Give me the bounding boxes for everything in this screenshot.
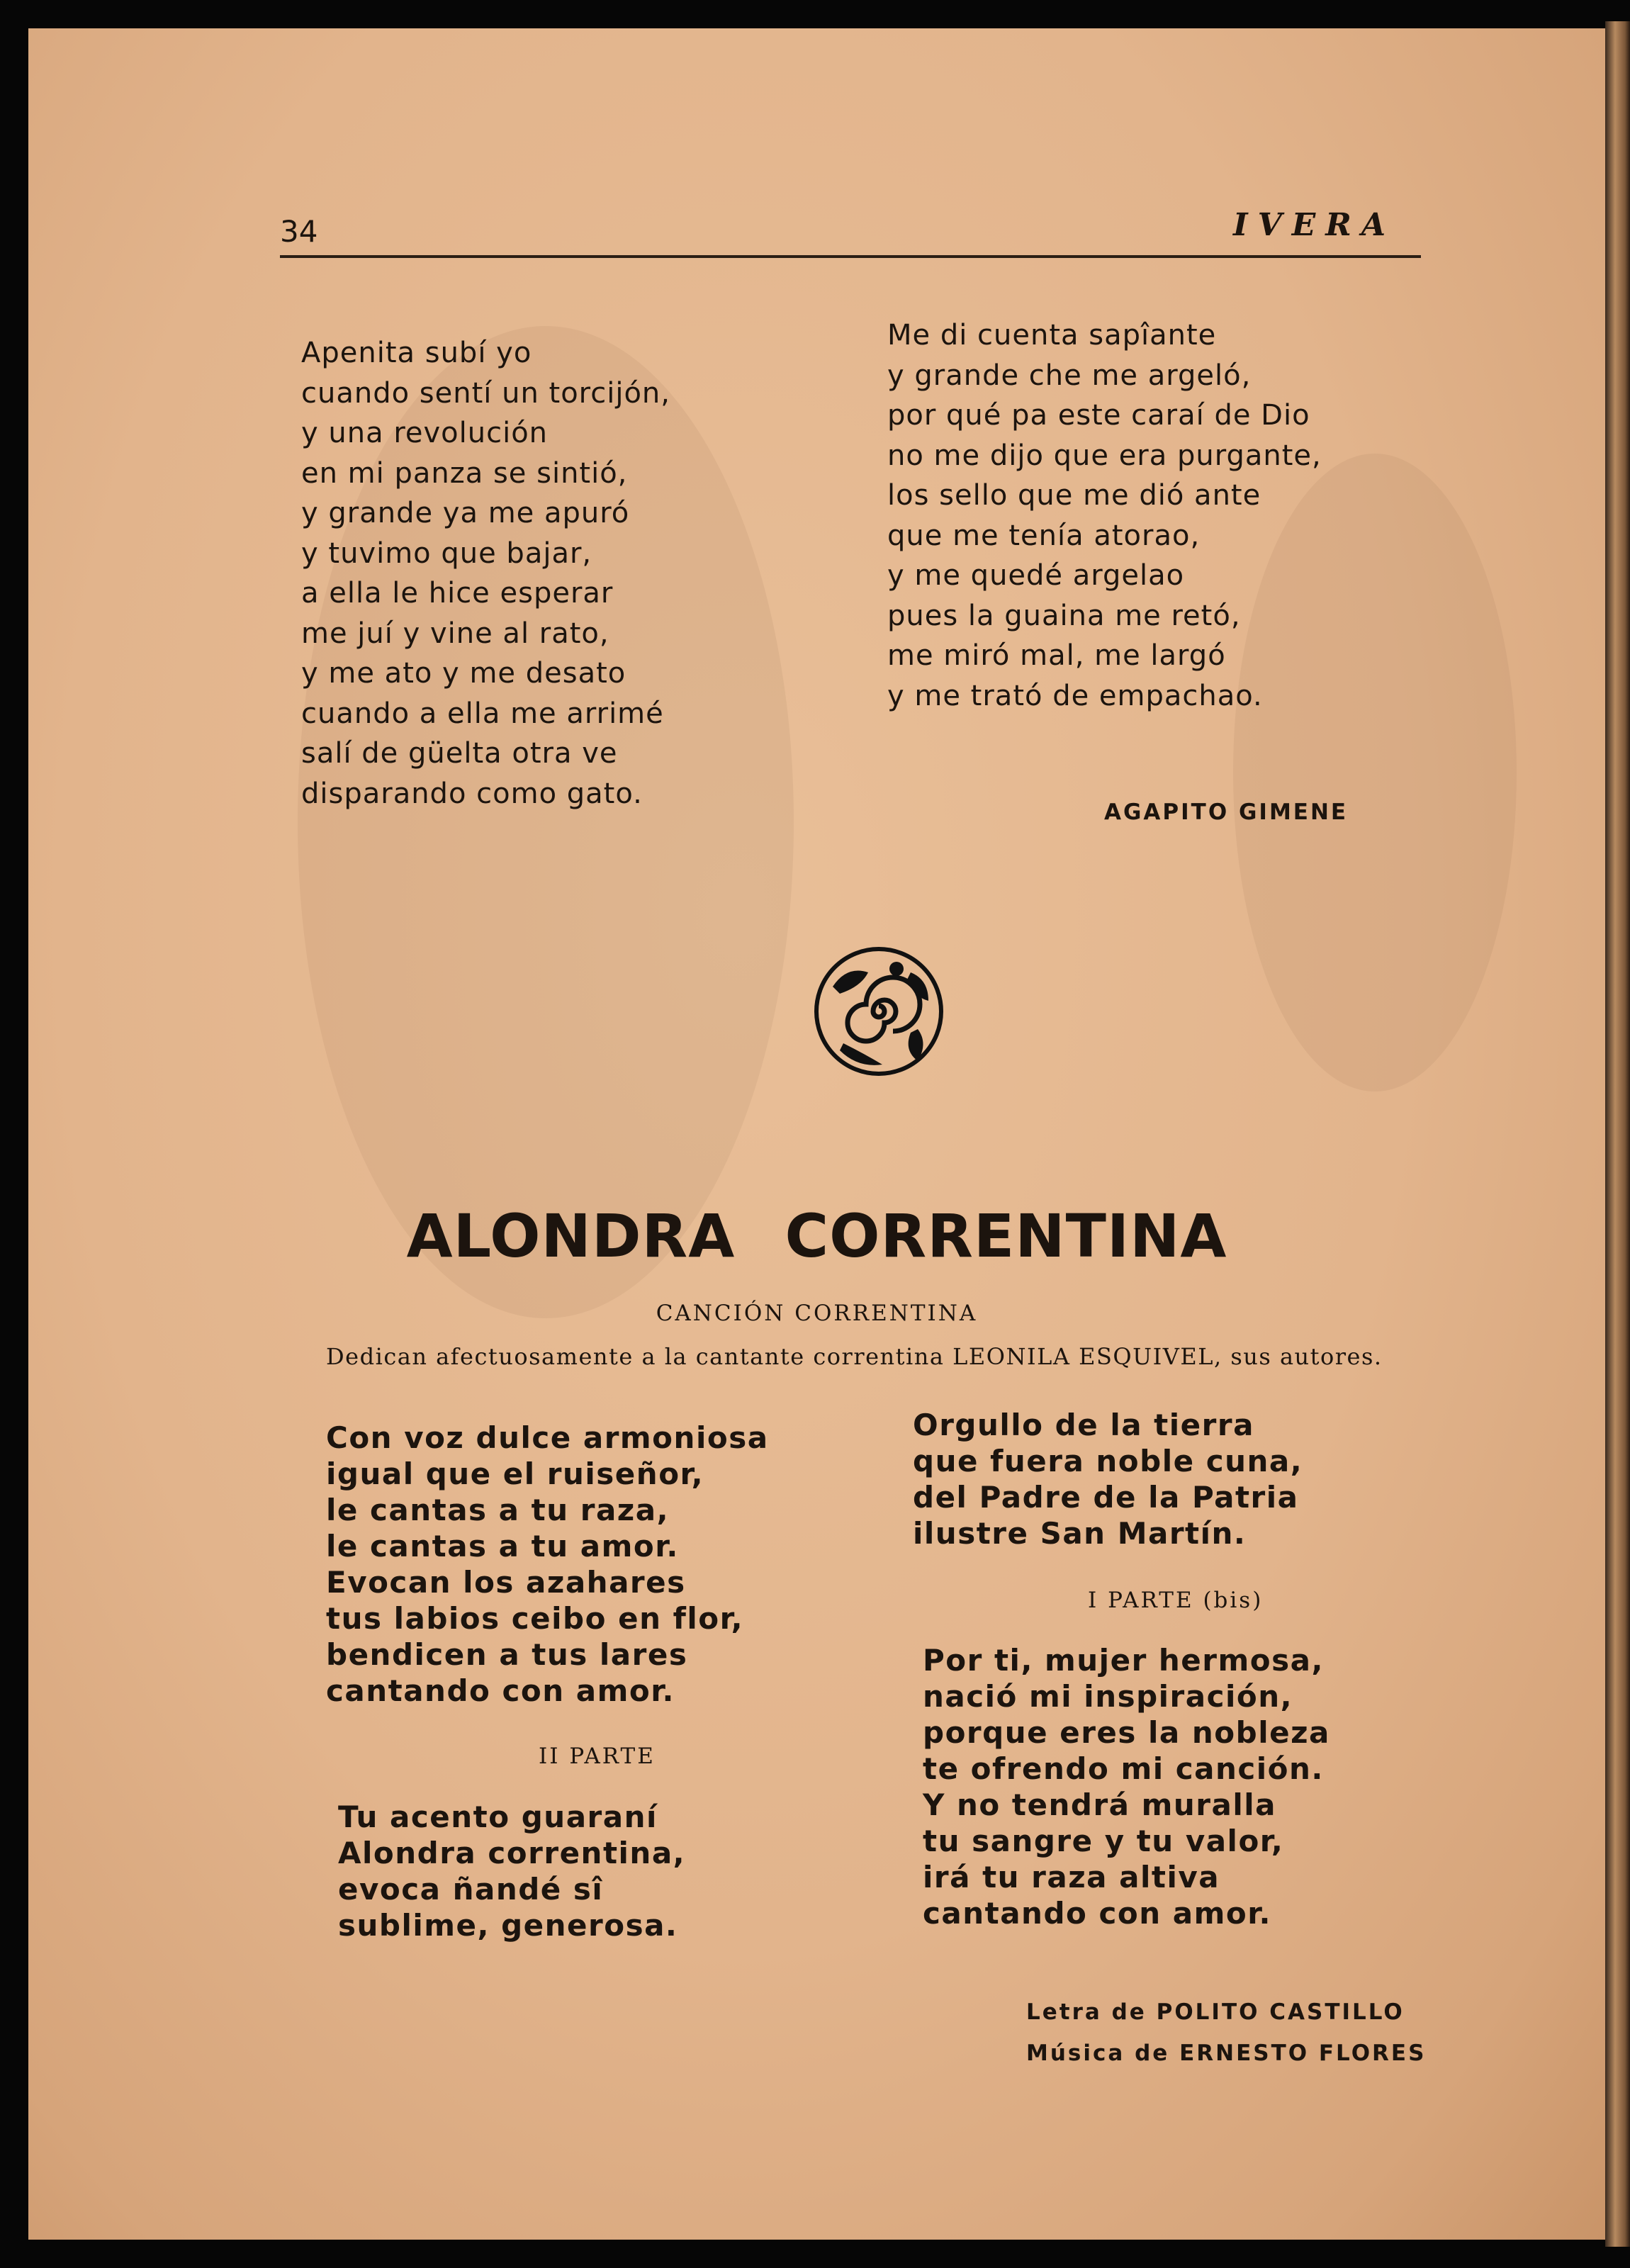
verse-line: disparando como gato. [301,777,643,810]
verse-line: nació mi inspiración, [923,1679,1293,1714]
verse-line: y tuvimo que bajar, [301,537,592,570]
header-rule [280,255,1421,258]
song-credits [1026,1992,1426,2074]
verse-line: Alondra correntina, [338,1836,686,1870]
verse-line: que me tenía atorao, [887,519,1201,552]
running-head: IVERA [1233,207,1395,243]
verse-line: no me dijo que era purgante, [887,439,1322,472]
verse-line: del Padre de la Patria [913,1480,1299,1515]
verse-line: evoca ñandé sî [338,1872,604,1907]
verse-line: Apenita subí yo [301,337,532,369]
song-stanza-2 [338,1799,685,1943]
verse-line: te ofrendo mi canción. [923,1751,1324,1786]
song-title: ALONDRA CORRENTINA [406,1201,1227,1271]
verse-line: le cantas a tu raza, [326,1493,670,1527]
part-ii-label: II PARTE [539,1744,656,1769]
verse-line: me juí y vine al rato, [301,617,609,650]
song-subtitle: CANCIÓN CORRENTINA [656,1301,978,1326]
verse-line: y me ato y me desato [301,657,626,690]
verse-line: tu sangre y tu valor, [923,1824,1284,1858]
verse-line: en mi panza se sintió, [301,456,628,490]
verse-line: y me trató de empachao. [887,679,1263,712]
poem1-author: AGAPITO GIMENE [1104,799,1349,825]
music-credit: Música de ERNESTO FLORES [1026,2040,1427,2066]
verse-line: Tu acento guaraní [338,1800,658,1834]
song-dedication: Dedican afectuosamente a la cantante correntina LEONILA ESQUIVEL, sus autores. [326,1343,1383,1370]
part-i-label: I PARTE (bis) [1088,1588,1264,1613]
verse-line: Y no tendrá muralla [923,1787,1276,1822]
poem1-column-left [301,333,670,814]
magazine-page [28,28,1605,2240]
verse-line: que fuera noble cuna, [913,1444,1303,1478]
verse-line: Orgullo de la tierra [913,1408,1254,1442]
verse-line: bendicen a tus lares [326,1637,688,1672]
song-stanza-4 [923,1642,1330,1931]
verse-line: ilustre San Martín. [913,1516,1247,1551]
verse-line: cuando sentí un torcijón, [301,376,670,410]
verse-line: y grande ya me apuró [301,497,630,529]
verse-line: tus labios ceibo en flor, [326,1601,744,1636]
song-stanza-1 [326,1420,769,1709]
book-spine [1605,21,1630,2247]
verse-line: igual que el ruiseñor, [326,1456,704,1491]
verse-line: porque eres la nobleza [923,1715,1330,1750]
lyrics-credit: Letra de POLITO CASTILLO [1026,1999,1405,2025]
verse-line: pues la guaina me retó, [887,599,1241,632]
song-stanza-3 [913,1407,1303,1551]
verse-line: por qué pa este caraí de Dio [887,399,1310,432]
verse-line: y una revolución [301,417,549,449]
verse-line: y me quedé argelao [887,559,1185,592]
verse-line: a ella le hice esperar [301,577,614,610]
page-number: 34 [280,214,318,249]
verse-line: salí de güelta otra ve [301,737,618,770]
verse-line: cantando con amor. [326,1673,675,1708]
verse-line: me miró mal, me largó [887,639,1226,672]
verse-line: Me di cuenta sapîante [887,319,1217,352]
verse-line: sublime, generosa. [338,1908,678,1943]
verse-line: y grande che me argeló, [887,359,1252,392]
verse-line: cantando con amor. [923,1896,1271,1931]
verse-line: irá tu raza altiva [923,1860,1220,1894]
verse-line: Por ti, mujer hermosa, [923,1643,1324,1678]
spiral-vine-ornament-icon [811,944,946,1079]
verse-line: cuando a ella me arrimé [301,697,664,730]
poem1-column-right [887,315,1322,716]
verse-line: Con voz dulce armoniosa [326,1420,769,1455]
verse-line: le cantas a tu amor. [326,1529,679,1564]
verse-line: los sello que me dió ante [887,479,1261,512]
verse-line: Evocan los azahares [326,1565,686,1600]
